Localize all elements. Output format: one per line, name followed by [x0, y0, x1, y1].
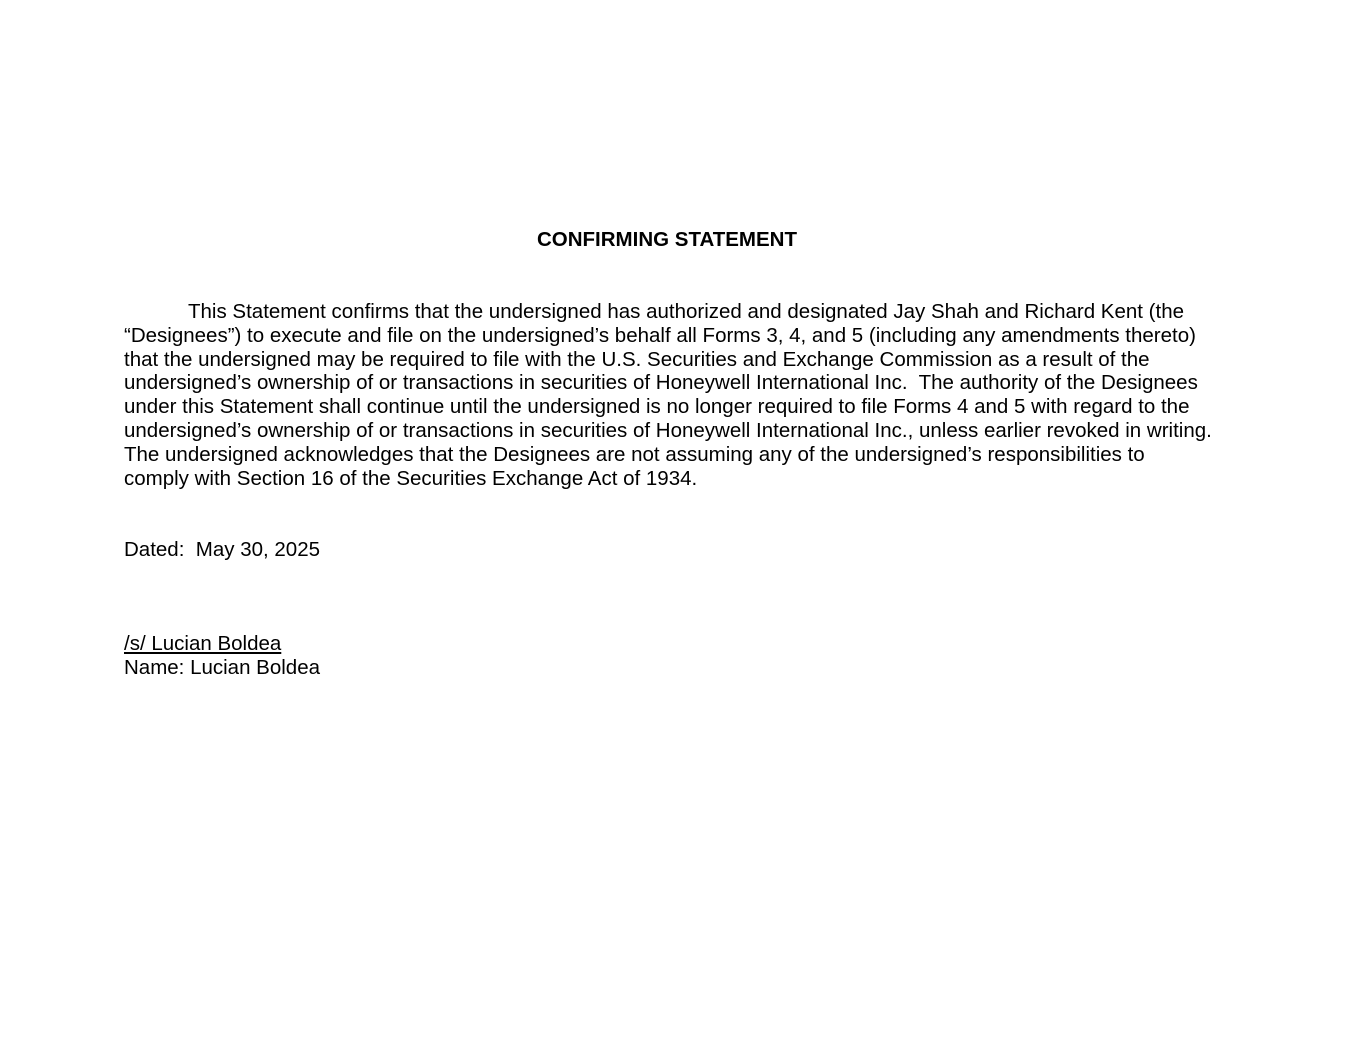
signature-name-line: Name: Lucian Boldea	[124, 655, 321, 679]
statement-body-paragraph: This Statement confirms that the undersigned has authorized and designated Jay Shah and Richard Kent (the “Designees”) to execute and file on the undersigned’s behalf all Forms 3, 4, and 5 (including any amendments thereto) that the undersigned may be required to file with the U.S. Securities and Exchange Commission as a result of the undersigned’s ownership of or transactions in securities of Honeywell International Inc. The authority of the Designees under this Statement shall continue until the undersigned is no longer required to file Forms 4 and 5 with regard to the undersigned’s ownership of or transactions in securities of Honeywell International Inc., unless earlier revoked in writing. The undersigned acknowledges that the Designees are not assuming any of the undersigned’s responsibilities to comply with Section 16 of the Securities Exchange Act of 1934.	[124, 300, 1223, 490]
signature-block	[124, 632, 320, 680]
conformed-signature-line: /s/ Lucian Boldea	[124, 632, 282, 655]
document-title: CONFIRMING STATEMENT	[536, 228, 798, 251]
dated-line: Dated: May 30, 2025	[124, 538, 321, 561]
